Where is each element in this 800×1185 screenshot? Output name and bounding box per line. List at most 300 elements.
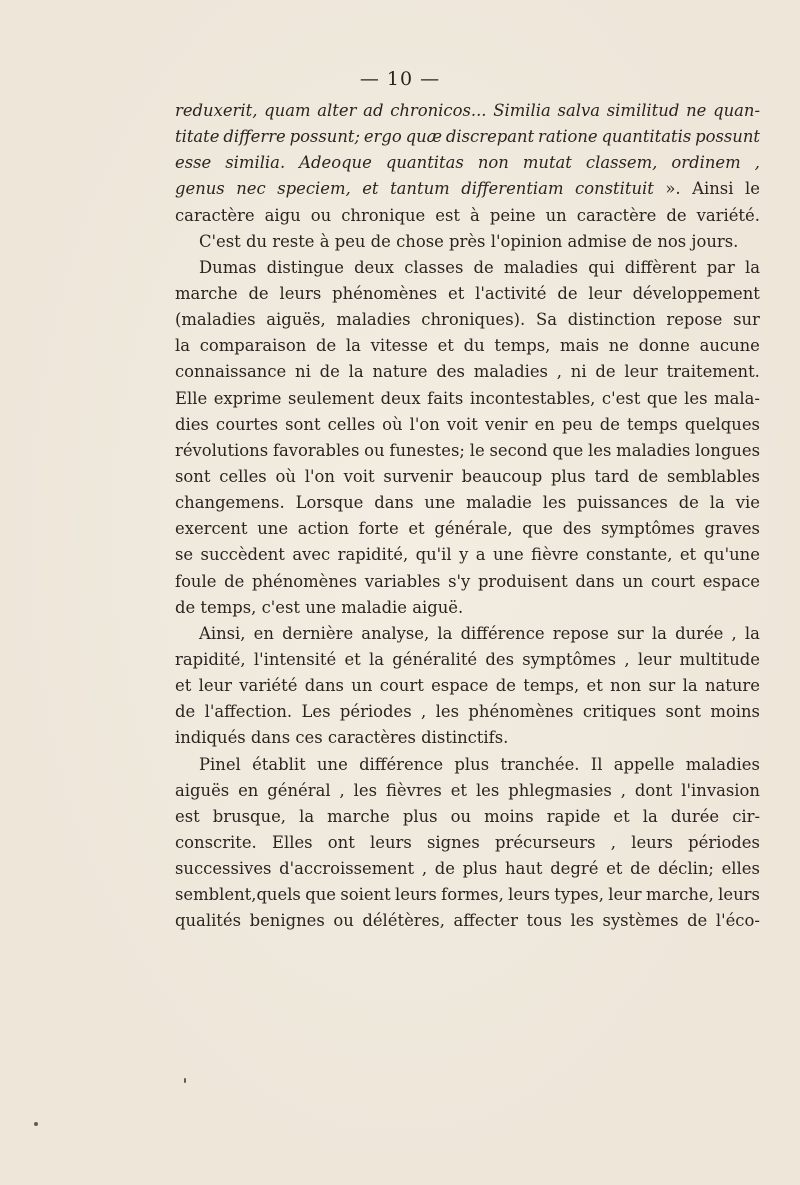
- word: l'invasion: [681, 780, 760, 800]
- word: y: [459, 545, 469, 565]
- word: jours.: [691, 231, 739, 251]
- word: leurs: [718, 885, 760, 905]
- word: ni: [570, 362, 587, 382]
- word: ,: [624, 649, 630, 669]
- word: haut: [505, 859, 543, 879]
- word: généralité: [392, 649, 478, 669]
- word: ,: [620, 780, 626, 800]
- word: de: [175, 597, 196, 617]
- word: deux: [354, 257, 395, 277]
- word: de: [434, 859, 455, 879]
- word: plus: [454, 754, 490, 774]
- word: puissances: [577, 493, 668, 513]
- word: beaucoup: [461, 466, 543, 486]
- word: celles: [327, 414, 376, 434]
- word: la: [651, 623, 667, 643]
- word: voit: [446, 414, 478, 434]
- word: différence: [460, 623, 545, 643]
- word: systèmes: [602, 911, 679, 931]
- word: constante,: [586, 545, 673, 565]
- word: cir-: [732, 806, 760, 826]
- word: semblent,quels: [175, 885, 301, 905]
- word: leur: [198, 676, 232, 696]
- word: de: [315, 336, 337, 356]
- word: dies: [175, 414, 209, 434]
- word: moins: [710, 702, 760, 722]
- word: et: [679, 545, 697, 565]
- word: la: [709, 493, 725, 513]
- word: ordinem: [671, 153, 741, 173]
- word: caractères: [327, 728, 416, 748]
- word: similitud: [606, 101, 680, 120]
- word: sont: [285, 414, 321, 434]
- word: du: [463, 336, 485, 356]
- word: incontestables,: [469, 388, 596, 408]
- word: qu'une: [703, 545, 760, 565]
- text-line: [175, 856, 760, 882]
- word: ne: [686, 101, 707, 120]
- word: connaissance: [175, 362, 287, 382]
- word: phénomènes: [251, 571, 358, 591]
- word: semblables: [666, 466, 760, 486]
- word: critiques: [582, 702, 657, 722]
- word: possunt;: [289, 127, 360, 147]
- word: maladies: [616, 440, 691, 460]
- text-line: [175, 595, 760, 621]
- text-line: [175, 490, 760, 516]
- text-line: [175, 830, 760, 856]
- word: avec: [292, 545, 331, 565]
- word: chroniques).: [421, 310, 526, 330]
- word: speciem,: [277, 179, 351, 199]
- text-line: [175, 542, 760, 568]
- word: les: [475, 780, 500, 800]
- word: les: [435, 702, 459, 722]
- word: par: [706, 257, 735, 277]
- word: la: [437, 623, 453, 643]
- word: produisent: [477, 571, 568, 591]
- word: de: [595, 362, 616, 382]
- word: une: [305, 597, 337, 617]
- word: phénomènes: [332, 283, 438, 303]
- word: conscrite.: [175, 832, 257, 852]
- word: fièvre: [531, 545, 579, 565]
- word: titate: [175, 127, 220, 147]
- word: précurseurs: [495, 832, 596, 852]
- text-line: [175, 673, 760, 699]
- word: de: [495, 676, 516, 696]
- word: succèdent: [200, 545, 285, 565]
- word: Elle: [175, 388, 208, 408]
- word: que: [522, 519, 553, 539]
- word: leur: [588, 283, 622, 303]
- word: maladies: [473, 362, 548, 382]
- word: ,: [421, 859, 428, 879]
- word: tard: [594, 466, 630, 486]
- word: leurs: [395, 885, 437, 905]
- word: de: [666, 205, 687, 225]
- word: degré: [550, 859, 599, 879]
- word: l'intensité: [253, 649, 337, 669]
- word: plus: [402, 806, 438, 826]
- word: nature: [372, 362, 428, 382]
- word: maladies: [685, 754, 760, 774]
- word: exprime: [213, 388, 282, 408]
- word: c'est: [261, 597, 300, 617]
- word: ,: [754, 153, 760, 173]
- word: ad: [363, 101, 384, 120]
- word: Pinel: [199, 754, 241, 774]
- word: classes: [404, 257, 464, 277]
- word: de: [175, 702, 196, 722]
- word: un: [545, 205, 567, 225]
- word: temps: [627, 414, 678, 434]
- word: elles: [721, 859, 760, 879]
- word: brusque,: [212, 806, 287, 826]
- word: de: [319, 362, 340, 382]
- word: symptômes: [600, 519, 695, 539]
- word: ergo: [363, 127, 402, 147]
- word: variables: [364, 571, 441, 591]
- word: (maladies: [175, 310, 256, 330]
- word: que: [305, 885, 336, 905]
- word: délétères,: [362, 911, 445, 931]
- word: traitement.: [666, 362, 760, 382]
- word: la: [299, 806, 315, 826]
- word: faits: [427, 388, 464, 408]
- word: similia.: [225, 153, 286, 173]
- word: l'activité: [475, 283, 547, 303]
- text-line: [175, 569, 760, 595]
- word: peine: [489, 205, 536, 225]
- word: quan-: [713, 101, 760, 120]
- word: espace: [702, 571, 760, 591]
- word: changemens.: [175, 493, 285, 513]
- word: phlegmasies: [508, 780, 612, 800]
- word: rapide: [546, 806, 601, 826]
- word: venir: [484, 414, 528, 434]
- word: des: [436, 362, 465, 382]
- word: tantum: [390, 179, 450, 199]
- word: court: [651, 571, 696, 591]
- word: non: [477, 153, 509, 173]
- word: leurs: [508, 885, 550, 905]
- word: successives: [175, 859, 272, 879]
- word: celles: [219, 466, 267, 486]
- word: de: [473, 257, 494, 277]
- word: l'opinion: [490, 231, 563, 251]
- word: plus: [551, 466, 586, 486]
- word: leurs: [279, 283, 322, 303]
- word: maladies: [336, 310, 411, 330]
- word: Dumas: [199, 257, 257, 277]
- word: peu: [334, 231, 366, 251]
- word: dans: [304, 676, 344, 696]
- word: durée: [675, 623, 724, 643]
- word: l'éco-: [715, 911, 760, 931]
- word: sont: [175, 466, 211, 486]
- word: admise: [567, 231, 627, 251]
- word: caractère: [175, 205, 255, 225]
- word: et: [344, 649, 361, 669]
- text-line: [175, 255, 760, 281]
- word: Sa: [535, 310, 557, 330]
- text-line: [175, 359, 760, 385]
- word: de: [224, 571, 245, 591]
- word: différence: [359, 754, 444, 774]
- word: une: [492, 545, 524, 565]
- word: établit: [252, 754, 306, 774]
- word: ,: [421, 702, 427, 722]
- word: variété: [239, 676, 298, 696]
- word: ou: [310, 205, 332, 225]
- word: ,: [556, 362, 562, 382]
- word: analyse,: [361, 623, 430, 643]
- word: périodes: [339, 702, 412, 722]
- word: tous: [526, 911, 562, 931]
- word: est: [435, 205, 460, 225]
- word: forte: [358, 519, 399, 539]
- text-line: [175, 333, 760, 359]
- text-line: [175, 516, 760, 542]
- word: de: [637, 466, 659, 486]
- word: ni: [295, 362, 311, 382]
- word: une: [424, 493, 456, 513]
- word: et: [606, 859, 623, 879]
- word: second: [489, 440, 548, 460]
- word: Lorsque: [295, 493, 364, 513]
- word: la: [345, 336, 361, 356]
- word: général: [267, 780, 331, 800]
- word: aiguës: [175, 780, 230, 800]
- word: aiguës,: [266, 310, 326, 330]
- word: ,: [610, 832, 616, 852]
- word: donne: [638, 336, 690, 356]
- word: repose: [552, 623, 609, 643]
- word: et: [437, 336, 454, 356]
- word: du: [245, 231, 268, 251]
- word: ou: [364, 440, 385, 460]
- word: symptômes: [522, 649, 617, 669]
- text-line: [175, 804, 760, 830]
- word: en: [238, 780, 259, 800]
- word: l'affection.: [204, 702, 293, 722]
- word: générale,: [434, 519, 513, 539]
- word: reduxerit,: [175, 101, 258, 120]
- word: temps,: [200, 597, 257, 617]
- word: reste: [272, 231, 315, 251]
- word: leur: [624, 362, 658, 382]
- word: classem,: [585, 153, 658, 173]
- word: ces: [295, 728, 323, 748]
- word: leur: [637, 649, 672, 669]
- word: peu: [561, 414, 593, 434]
- word: moins: [484, 806, 534, 826]
- word: alter: [317, 101, 357, 120]
- word: plus: [462, 859, 498, 879]
- word: la: [744, 623, 760, 643]
- word: temps,: [523, 676, 580, 696]
- word: Ainsi: [692, 179, 734, 199]
- word: graves: [704, 519, 760, 539]
- word: est: [175, 806, 200, 826]
- word: court: [379, 676, 424, 696]
- word: action: [297, 519, 349, 539]
- word: sur: [733, 310, 760, 330]
- word: de: [557, 283, 578, 303]
- word: temps,: [494, 336, 551, 356]
- word: maladies: [503, 257, 579, 277]
- word: ,: [339, 780, 345, 800]
- paper-speck: [34, 1122, 38, 1126]
- word: une: [257, 519, 289, 539]
- text-line: [175, 647, 760, 673]
- word: rapidité,: [175, 649, 246, 669]
- word: qui: [588, 257, 615, 277]
- word: sont: [665, 702, 701, 722]
- word: un: [622, 571, 644, 591]
- word: ont: [327, 832, 355, 852]
- word: Adeoque: [299, 153, 372, 173]
- word: indiqués: [175, 728, 246, 748]
- word: sur: [616, 623, 644, 643]
- word: repose: [666, 310, 723, 330]
- word: ».: [665, 179, 681, 199]
- word: ou: [450, 806, 472, 826]
- word: leurs: [631, 832, 673, 852]
- word: C'est: [199, 231, 241, 251]
- word: dans: [575, 571, 615, 591]
- word: et: [362, 179, 379, 199]
- word: marche: [327, 806, 390, 826]
- word: de: [370, 231, 391, 251]
- word: mais: [560, 336, 599, 356]
- word: mala-: [714, 388, 760, 408]
- word: a: [475, 545, 486, 565]
- word: de: [687, 911, 708, 931]
- word: deux: [380, 388, 421, 408]
- word: chronicos...: [390, 101, 487, 120]
- word: en: [253, 623, 274, 643]
- word: benignes: [249, 911, 325, 931]
- word: Elles: [272, 832, 313, 852]
- word: soient: [340, 885, 391, 905]
- text-line: [175, 908, 760, 934]
- word: la: [642, 806, 658, 826]
- word: differentiam: [461, 179, 564, 199]
- word: discrepant: [445, 127, 535, 147]
- word: chronique: [341, 205, 426, 225]
- word: non: [610, 676, 642, 696]
- word: espace: [431, 676, 489, 696]
- word: Ainsi,: [199, 623, 246, 643]
- word: longues: [695, 440, 760, 460]
- text-line: [175, 778, 760, 804]
- word: que: [552, 440, 584, 460]
- word: multitude: [679, 649, 760, 669]
- word: sur: [648, 676, 676, 696]
- word: distinction: [567, 310, 656, 330]
- word: et: [586, 676, 603, 696]
- word: funestes;: [389, 440, 465, 460]
- word: quæ: [405, 127, 443, 147]
- word: quelques: [684, 414, 760, 434]
- word: près: [449, 231, 486, 251]
- word: l'on: [409, 414, 440, 434]
- word: à: [319, 231, 330, 251]
- word: nec: [236, 179, 266, 199]
- word: courtes: [215, 414, 279, 434]
- word: distinctifs.: [421, 728, 509, 748]
- word: la: [175, 336, 191, 356]
- word: à: [470, 205, 480, 225]
- text-line: [175, 882, 760, 908]
- text-line: [175, 386, 760, 412]
- word: favorables: [272, 440, 360, 460]
- word: fièvres: [385, 780, 442, 800]
- word: variété.: [696, 205, 760, 225]
- word: d'accroissement: [279, 859, 415, 879]
- word: ratione: [538, 127, 598, 147]
- word: quantitatis: [601, 127, 692, 147]
- text-line: [175, 621, 760, 647]
- word: mutat: [522, 153, 572, 173]
- word: vie: [735, 493, 760, 513]
- word: voit: [343, 466, 375, 486]
- word: ou: [333, 911, 354, 931]
- word: rapidité,: [337, 545, 409, 565]
- word: les: [353, 780, 378, 800]
- word: ,: [731, 623, 737, 643]
- word: une: [316, 754, 348, 774]
- word: nature: [704, 676, 760, 696]
- word: foule: [175, 571, 217, 591]
- text-line: [175, 699, 760, 725]
- word: de: [599, 414, 620, 434]
- word: les: [570, 911, 594, 931]
- word: distingue: [266, 257, 344, 277]
- text-line: [175, 412, 760, 438]
- word: seulement: [288, 388, 375, 408]
- word: constituit: [575, 179, 654, 199]
- word: exercent: [175, 519, 248, 539]
- word: signes: [426, 832, 480, 852]
- word: formes,: [441, 885, 504, 905]
- word: un: [351, 676, 373, 696]
- paper-speck: [184, 1078, 186, 1083]
- word: aiguë.: [412, 597, 464, 617]
- word: de: [678, 493, 699, 513]
- word: aucune: [699, 336, 760, 356]
- word: vitesse: [370, 336, 428, 356]
- word: genus: [175, 179, 225, 199]
- word: de: [631, 231, 653, 251]
- word: dans: [250, 728, 291, 748]
- word: que: [646, 388, 678, 408]
- word: qualités: [175, 911, 242, 931]
- word: c'est: [601, 388, 641, 408]
- word: leurs: [370, 832, 412, 852]
- word: se: [175, 545, 194, 565]
- word: déclin;: [657, 859, 714, 879]
- word: la: [744, 257, 760, 277]
- word: quantitas: [385, 153, 464, 173]
- text-line: [175, 124, 760, 150]
- word: survenir: [383, 466, 453, 486]
- word: périodes: [688, 832, 760, 852]
- word: dont: [634, 780, 673, 800]
- word: salva: [557, 101, 600, 120]
